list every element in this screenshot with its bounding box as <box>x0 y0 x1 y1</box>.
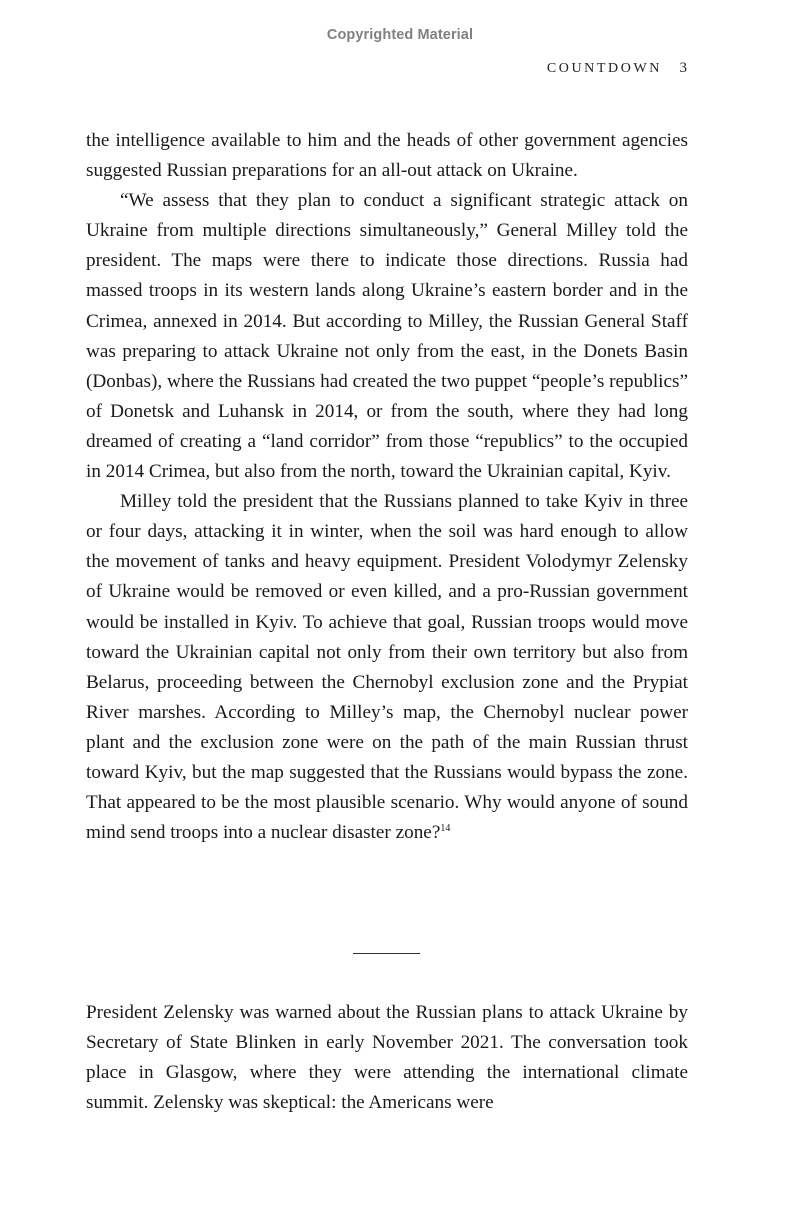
paragraph-zelensky-warned: President Zelensky was warned about the Russian plans to attack Ukraine by Secretary of State Blinken in early November 2021. The conversation took place in Glasgow, where they were attending the international climate summit. Zelensky was skeptical: the Americans were <box>86 1002 688 1114</box>
footnote-marker: 14 <box>440 823 451 835</box>
paragraph-milley-kyiv-plan <box>86 487 688 848</box>
paragraph-text: Milley told the president that the Russians planned to take Kyiv in three or four days, attacking it in winter, when the soil was hard enough to allow the movement of tanks and heavy equipment. President Volodymyr Zelensky of Ukraine would be removed or even killed, and a pro-Russian government would be installed in Kyiv. To achieve that goal, Russian troops would move toward the Ukrainian capital not only from their own territory but also from Belarus, proceeding between the Chernobyl exclusion zone and the Prypiat River marshes. According to Milley’s map, the Chernobyl nuclear power plant and the exclusion zone were on the path of the main Russian thrust toward Kyiv, but the map suggested that the Russians would bypass the zone. That appeared to be the most plausible scenario. Why would anyone of sound mind send troops into a nuclear disaster zone? <box>86 491 688 844</box>
running-header <box>547 60 687 77</box>
section-break-rule <box>353 953 420 954</box>
body-text-before-break <box>86 126 688 848</box>
paragraph-continuation: the intelligence available to him and the heads of other government agencies suggested Russian preparations for an all-out attack on Ukraine. <box>86 130 688 182</box>
running-title: COUNTDOWN <box>546 61 662 76</box>
paragraph-milley-assessment: “We assess that they plan to conduct a significant strategic attack on Ukraine from multiple directions simultaneously,” General Milley told the president. The maps were there to indicate those directions. Russia had massed troops in its western lands along Ukraine’s eastern border and in the Crimea, annexed in 2014. But according to Milley, the Russian General Staff was preparing to attack Ukraine not only from the east, in the Donets Basin (Donbas), where the Russians had created the two puppet “people’s republics” of Donetsk and Luhansk in 2014, or from the south, where they had long dreamed of creating a “land corridor” from those “republics” to the occupied in 2014 Crimea, but also from the north, toward the Ukrainian capital, Kyiv. <box>86 190 688 483</box>
page-number: 3 <box>679 60 687 76</box>
body-text-after-break <box>86 998 688 1118</box>
copyright-watermark-top: Copyrighted Material <box>326 27 474 43</box>
